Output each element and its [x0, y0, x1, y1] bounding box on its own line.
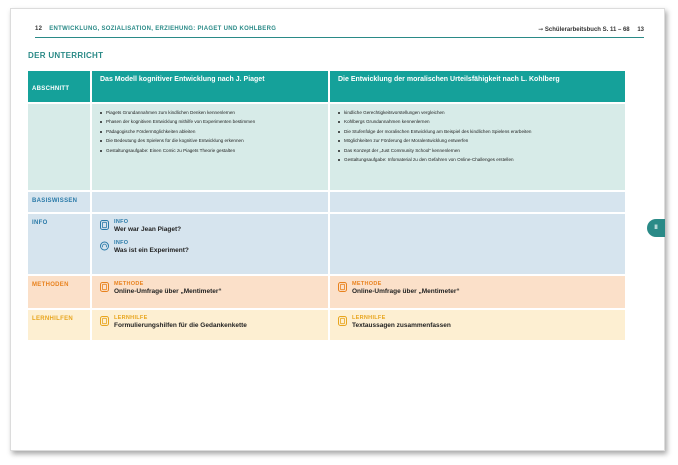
list-item: Phasen der kognitiven Entwicklung mithilfe von Experimenten bestimmen	[100, 119, 320, 125]
methode-kind: METHODE	[352, 281, 382, 287]
running-header	[35, 26, 644, 36]
info-entry[interactable]	[92, 234, 328, 255]
lernhilfe-entry[interactable]	[330, 310, 625, 330]
headphones-icon	[100, 241, 109, 251]
lernhilfen-row	[28, 310, 625, 340]
lernhilfe-title: Formulierungshilfen für die Gedankenkette	[114, 322, 247, 329]
list-item: Die Stufenfolge der moralischen Entwicklung am Beispiel des kindlichen Spielens erarbeiten	[338, 129, 617, 135]
goals-row	[28, 104, 625, 190]
workbook-reference: ➞ Schülerarbeitsbuch S. 11 – 68	[538, 27, 630, 33]
chapter-side-tab[interactable]: II	[647, 219, 665, 237]
methode-entry[interactable]	[330, 276, 625, 296]
goals-piaget-cell	[92, 104, 328, 190]
lernhilfe-icon	[100, 316, 109, 326]
list-item: Gestaltungsaufgabe: Infomaterial zu den Gefahren von Online-Challenges erstellen	[338, 157, 617, 163]
header-right	[538, 26, 644, 33]
list-item: Die Bedeutung des Spielens für die kognitive Entwicklung erkennen	[100, 138, 320, 144]
row-label-basiswissen: BASISWISSEN	[28, 192, 90, 212]
table-header-row	[28, 71, 625, 102]
tablet-icon	[100, 220, 109, 230]
basiswissen-row	[28, 192, 625, 212]
methode-icon	[100, 282, 109, 292]
methoden-row	[28, 276, 625, 308]
column-header-abschnitt: ABSCHNITT	[28, 71, 90, 102]
header-rule	[35, 37, 644, 38]
lernhilfe-kind: LERNHILFE	[114, 315, 148, 321]
lernhilfe-title: Textaussagen zusammenfassen	[352, 322, 451, 329]
methode-kind: METHODE	[114, 281, 144, 287]
info-entry[interactable]	[92, 214, 328, 234]
info-piaget-cell	[92, 214, 328, 274]
lernhilfen-kohlberg-cell	[330, 310, 625, 340]
info-row	[28, 214, 625, 274]
basiswissen-piaget-cell	[92, 192, 328, 212]
row-label-lernhilfen: LERNHILFEN	[28, 310, 90, 340]
lernhilfen-piaget-cell	[92, 310, 328, 340]
methoden-kohlberg-cell	[330, 276, 625, 308]
column-header-piaget: Das Modell kognitiver Entwicklung nach J. Piaget	[92, 71, 328, 102]
info-kind: INFO	[114, 219, 129, 225]
info-kind: INFO	[114, 240, 129, 246]
info-title: Was ist ein Experiment?	[114, 247, 189, 254]
list-item: kindliche Gerechtigkeitsvorstellungen vergleichen	[338, 110, 617, 116]
methode-entry[interactable]	[92, 276, 328, 296]
lernhilfe-entry[interactable]	[92, 310, 328, 330]
goals-label-cell	[28, 104, 90, 190]
lernhilfe-kind: LERNHILFE	[352, 315, 386, 321]
goals-kohlberg-cell	[330, 104, 625, 190]
info-kohlberg-cell	[330, 214, 625, 274]
list-item: Das Konzept der „Just Community School“ kennenlernen	[338, 148, 617, 154]
header-left	[35, 26, 276, 32]
row-label-info: INFO	[28, 214, 90, 274]
list-item: Piagets Grundannahmen zum kindlichen Denken kennenlernen	[100, 110, 320, 116]
info-title: Wer war Jean Piaget?	[114, 226, 182, 233]
basiswissen-kohlberg-cell	[330, 192, 625, 212]
section-title: DER UNTERRICHT	[28, 51, 104, 60]
list-item: Kohlbergs Grundannahmen kennenlernen	[338, 119, 617, 125]
methode-icon	[338, 282, 347, 292]
methode-title: Online-Umfrage über „Mentimeter“	[352, 288, 460, 295]
list-item: Gestaltungsaufgabe: Einen Comic zu Piagets Theorie gestalten	[100, 148, 320, 154]
list-item: Pädagogische Fördermöglichkeiten ableiten	[100, 129, 320, 135]
lernhilfe-icon	[338, 316, 347, 326]
column-header-kohlberg: Die Entwicklung der moralischen Urteilsfähigkeit nach L. Kohlberg	[330, 71, 625, 102]
left-page-number: 12	[35, 26, 43, 32]
right-page-number: 13	[637, 27, 644, 33]
lesson-table	[28, 71, 625, 342]
methode-title: Online-Umfrage über „Mentimeter“	[114, 288, 222, 295]
list-item: Möglichkeiten zur Förderung der Moralentwicklung entwerfen	[338, 138, 617, 144]
row-label-methoden: METHODEN	[28, 276, 90, 308]
methoden-piaget-cell	[92, 276, 328, 308]
chapter-title: ENTWICKLUNG, SOZIALISATION, ERZIEHUNG: PIAGET UND KOHLBERG	[49, 26, 277, 32]
